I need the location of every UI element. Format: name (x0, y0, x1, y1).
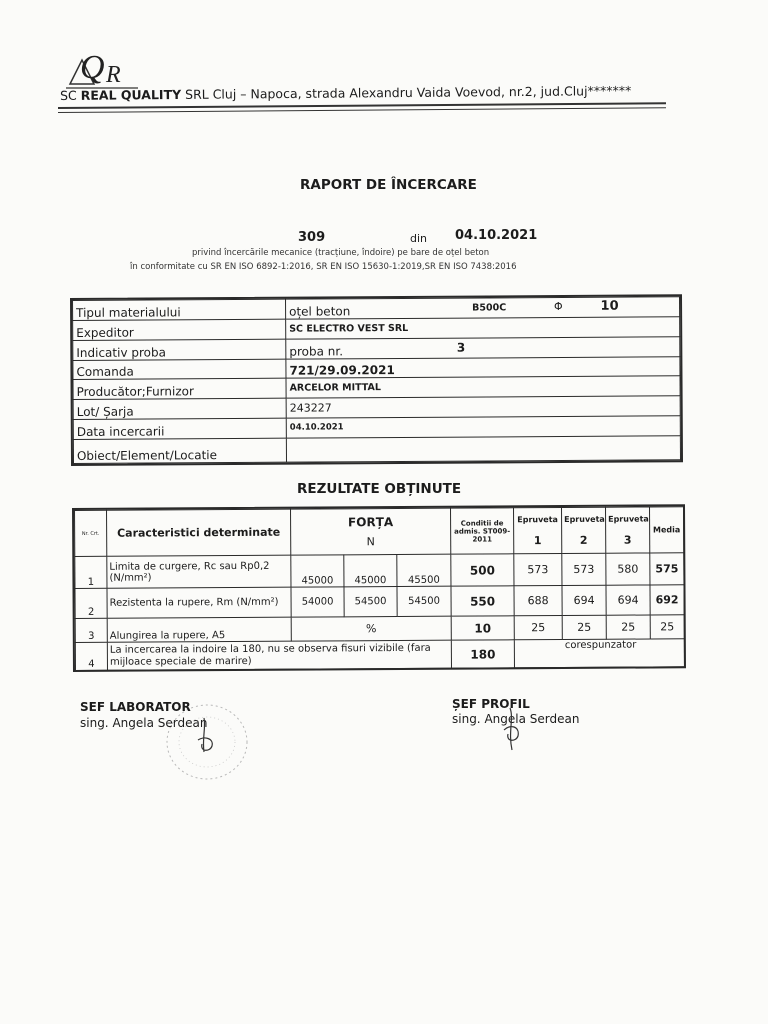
sef-laborator-name: sing. Angela Serdean (80, 716, 208, 730)
row-2-force-1: 54000 (291, 587, 344, 617)
row-1-media: 575 (650, 553, 684, 585)
header-epruveta-3 (606, 507, 650, 553)
row-3-conditie: 10 (451, 616, 514, 640)
table-row (75, 585, 684, 619)
sef-profil-title: ȘEF PROFIL (452, 697, 530, 711)
row-1-conditie: 500 (451, 554, 514, 586)
company-logo (62, 44, 142, 90)
row-4-name: La incercarea la indoire la 180, nu se observa fisuri vizibile (fara mijloace speciale de marire) (107, 640, 451, 670)
row-1-name: Limita de curgere, Rc sau Rp0,2 (N/mm²) (107, 555, 291, 588)
row-1-force-3: 45500 (397, 554, 451, 586)
comanda-cell (286, 356, 680, 378)
indicativ-label: Indicativ proba (73, 339, 286, 360)
row-3-nr: 3 (75, 618, 107, 642)
row-3-name: Alungirea la rupere, A5 (107, 617, 291, 642)
header-media: Media (650, 507, 684, 553)
row-3-ep-2: 25 (562, 615, 606, 639)
results-table (72, 504, 686, 672)
comanda-label: Comanda (73, 359, 286, 380)
lot-cell (286, 396, 680, 418)
row-1-ep-2: 573 (562, 553, 606, 585)
obiect-label: Obiect/Element/Locatie (73, 438, 286, 463)
row-1-force-2: 45000 (344, 555, 397, 587)
report-title: RAPORT DE ÎNCERCARE (300, 177, 477, 193)
header-nr: Nr. Crt. (75, 510, 107, 556)
row-1-nr: 1 (75, 556, 107, 588)
header-caracteristici: Caracteristici determinate (107, 509, 291, 556)
svg-text:R: R (106, 62, 121, 88)
handwritten-signature (498, 704, 528, 754)
material-value: oțel beton (289, 304, 351, 319)
header-forta-label: FORȚA (347, 515, 394, 530)
row-1-force-1: 45000 (291, 555, 344, 587)
row-1-ep-3: 580 (606, 553, 650, 585)
header-epruveta-1 (514, 508, 562, 554)
phi-symbol: Φ (553, 299, 563, 313)
row-2-ep-3: 694 (606, 585, 650, 615)
row-3-ep-1: 25 (514, 616, 562, 640)
material-value-cell (286, 297, 680, 319)
row-2-media: 692 (650, 585, 684, 615)
header-forta-unit: N (366, 535, 375, 549)
row-3-ep-3: 25 (606, 615, 650, 639)
data-value: 04.10.2021 (289, 422, 344, 433)
table-row (75, 639, 684, 671)
row-1-ep-1: 573 (514, 554, 562, 586)
material-label: Tipul materialului (73, 299, 286, 320)
report-subtitle-2: în conformitate cu SR EN ISO 6892-1:2016, SR EN ISO 15630-1:2019,SR EN ISO 7438:2016 (130, 262, 517, 272)
row-4-result: corespunzator (514, 639, 684, 668)
report-date: 04.10.2021 (455, 228, 538, 243)
header-conditii: Conditii de admis. ST009-2011 (451, 508, 514, 554)
steel-grade: B500C (472, 302, 507, 314)
table-row (75, 615, 684, 643)
row-3-media: 25 (650, 615, 684, 639)
svg-text:Q: Q (80, 49, 105, 86)
company-address: SC REAL QUALITY SRL Cluj – Napoca, strada Alexandru Vaida Voevod, nr.2, jud.Cluj******* (60, 83, 632, 103)
sef-profil-name: sing. Angela Serdean (452, 712, 580, 726)
obiect-value (286, 436, 680, 463)
proba-number: 3 (456, 340, 466, 355)
header-epruveta-1-num: 1 (533, 533, 542, 547)
sef-laborator-title: SEF LABORATOR (80, 700, 191, 714)
producator-value: ARCELOR MITTAL (289, 382, 381, 394)
row-2-conditie: 550 (451, 586, 514, 616)
expeditor-cell (286, 317, 680, 339)
producator-cell (286, 376, 680, 398)
row-4-nr: 4 (75, 642, 107, 670)
row-3-unit: % (291, 616, 451, 641)
header-epruveta-3-num: 3 (623, 533, 632, 547)
indicativ-value: proba nr. (289, 343, 344, 359)
header-epruveta-2-num: 2 (579, 533, 588, 547)
lot-value: 243227 (289, 401, 332, 415)
row-2-ep-1: 688 (514, 586, 562, 616)
data-cell (286, 416, 680, 438)
row-2-force-3: 54500 (397, 586, 451, 616)
expeditor-label: Expeditor (73, 319, 286, 340)
lot-label: Lot/ Șarja (73, 398, 286, 419)
header-epruveta-3-label: Epruveta (608, 513, 649, 524)
row-2-force-2: 54500 (344, 587, 397, 617)
din-label: din (410, 232, 428, 245)
expeditor-value: SC ELECTRO VEST SRL (289, 322, 409, 335)
report-number: 309 (298, 230, 326, 245)
data-label: Data incercarii (73, 418, 286, 439)
indicativ-cell (286, 336, 680, 358)
row-2-ep-2: 694 (562, 585, 606, 615)
report-subtitle-1: privind încercările mecanice (tracțiune, îndoire) pe bare de oțel beton (192, 248, 490, 258)
table-row (75, 553, 684, 589)
header-epruveta-2 (562, 507, 606, 553)
row-4-conditie: 180 (451, 640, 514, 668)
header-forta (291, 508, 451, 555)
row-2-name: Rezistenta la rupere, Rm (N/mm²) (107, 587, 291, 618)
header-epruveta-1-label: Epruveta (517, 514, 558, 524)
comanda-value: 721/29.09.2021 (289, 363, 395, 379)
bar-diameter: 10 (600, 298, 619, 314)
producator-label: Producător;Furnizor (73, 379, 286, 400)
row-obiect (73, 436, 680, 464)
handwritten-signature (190, 712, 230, 758)
results-title: REZULTATE OBȚINUTE (297, 481, 462, 497)
sample-info-table (70, 294, 683, 466)
row-2-nr: 2 (75, 588, 107, 618)
results-header-row (75, 507, 684, 557)
header-epruveta-2-label: Epruveta (564, 514, 605, 524)
